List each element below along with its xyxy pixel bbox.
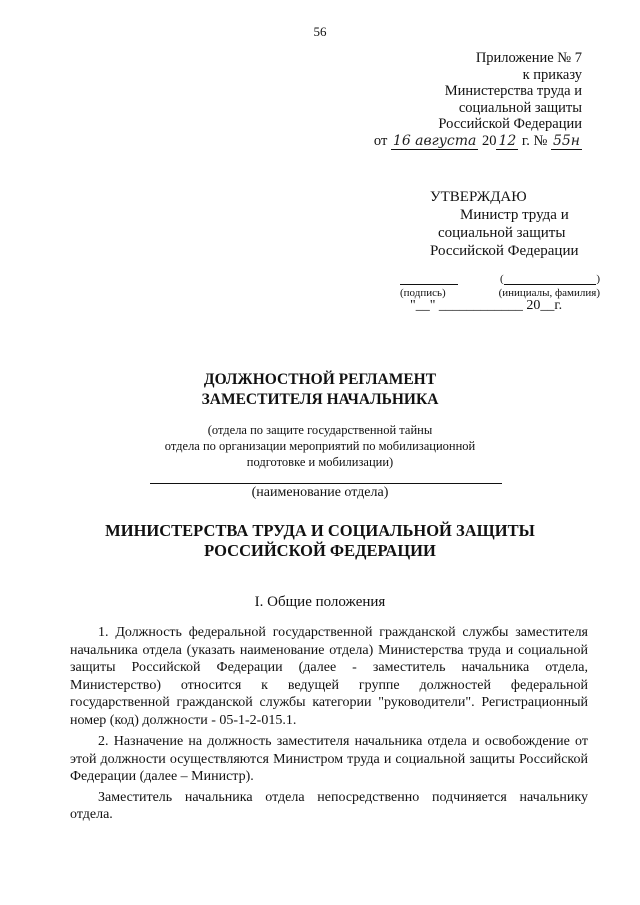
signature-label: (подпись) [400, 287, 446, 299]
handwritten-year: 12 [498, 132, 517, 149]
initials-label: (инициалы, фамилия) [498, 287, 600, 299]
ministry-line: МИНИСТЕРСТВА ТРУДА И СОЦИАЛЬНОЙ ЗАЩИТЫ [105, 521, 535, 540]
appendix-line: Министерства труда и [444, 83, 582, 99]
appendix-line: Приложение № 7 [475, 50, 582, 66]
approval-heading: УТВЕРЖДАЮ [430, 189, 527, 205]
section-title: I. Общие положения [254, 594, 386, 610]
signature-area [400, 272, 600, 299]
note-line: подготовке и мобилизации) [246, 455, 394, 469]
department-note [0, 422, 640, 470]
department-name-label: (наименование отдела) [251, 485, 389, 500]
appendix-line: социальной защиты [458, 99, 582, 116]
paragraph: Заместитель начальника отдела непосредственно подчиняется начальнику отдела. [70, 789, 588, 822]
document-title [0, 370, 640, 410]
appendix-line: к приказу [522, 66, 582, 83]
ministry-heading [0, 521, 640, 561]
appendix-block [342, 50, 582, 149]
approval-date-line: "__" ____________ 20__г. [410, 298, 563, 313]
title-line: ЗАМЕСТИТЕЛЯ НАЧАЛЬНИКА [201, 391, 439, 408]
approval-line: Российской Федерации [430, 243, 579, 259]
approval-line: Министр труда и [460, 207, 569, 223]
initials-blank: ( ) [500, 273, 600, 285]
approval-line: социальной защиты [438, 225, 566, 241]
department-name-underline [150, 483, 502, 484]
note-line: отдела по организации мероприятий по мобилизационной [164, 439, 476, 453]
handwritten-date: 16 августа [392, 132, 477, 149]
approval-block [430, 188, 600, 260]
paragraph: 2. Назначение на должность заместителя начальника отдела и освобождение от этой должности осуществляются Министром труда и социальной защиты Российской Федерации (далее – Министр). [70, 734, 588, 784]
number-label: г. № [521, 132, 548, 149]
body-text [70, 624, 588, 828]
appendix-line: Российской Федерации [438, 116, 582, 132]
paragraph: 1. Должность федеральной государственной гражданской службы заместителя начальника отдела (указать наименование отдела) Министерства труда и социальной защиты Российской Федерации (далее - заместитель начальника отдела, Министерство) относится к ведущей группе должностей федеральной государственной гражданской службы категории "руководители". Регистрационный номер (код) должности - 05-1-2-015.1. [70, 625, 588, 728]
year-prefix: 20 [481, 132, 497, 149]
page-number: 56 [313, 24, 327, 39]
signature-blank [400, 272, 458, 285]
title-line: ДОЛЖНОСТНОЙ РЕГЛАМЕНТ [203, 371, 437, 388]
handwritten-order-number: 55н [552, 132, 580, 149]
note-line: (отдела по защите государственной тайны [207, 423, 433, 437]
date-prefix: от [373, 132, 388, 149]
appendix-order-date [342, 133, 582, 150]
ministry-line: РОССИЙСКОЙ ФЕДЕРАЦИИ [204, 541, 436, 560]
